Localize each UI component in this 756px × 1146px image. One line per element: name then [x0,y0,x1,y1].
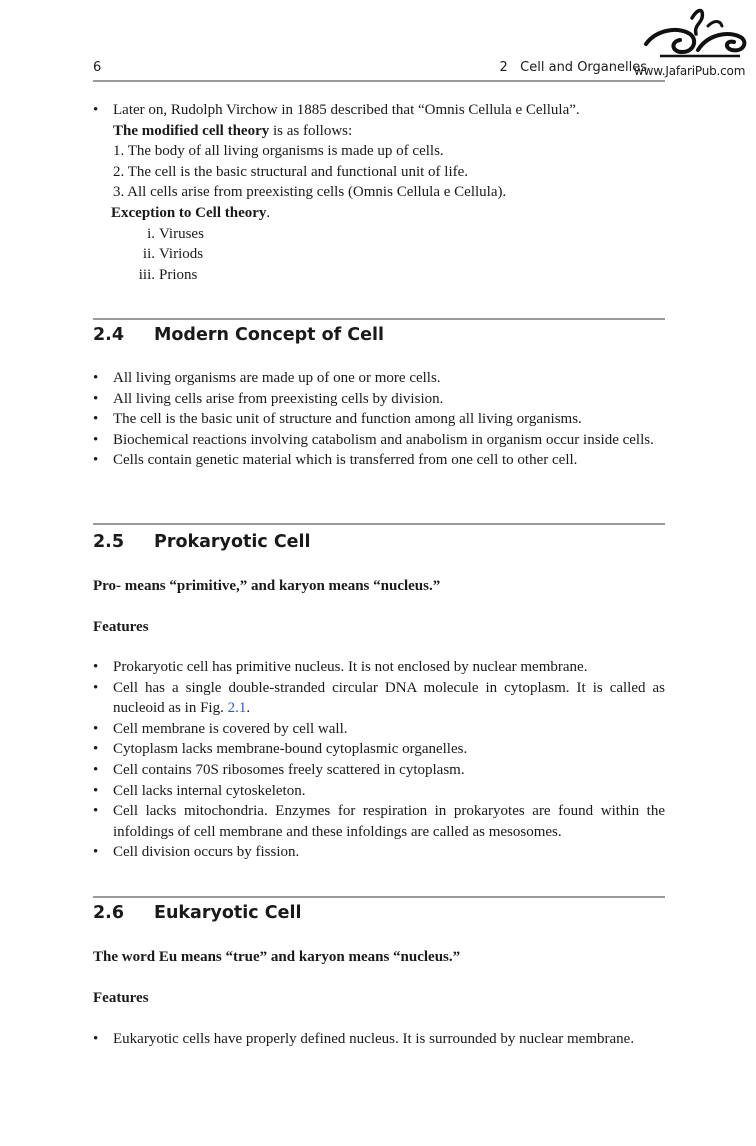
list-item: • Prokaryotic cell has primitive nucleus. It is not enclosed by nuclear membrane. [93,657,665,678]
list-item [93,678,665,719]
features-label: Features [93,619,149,635]
list-item: 3. All cells arise from preexisting cells (Omnis Cellula e Cellula). [113,184,507,201]
list-item: • Cell lacks mitochondria. Enzymes for respiration in prokaryotes are found within the infoldings of cell membrane and these infoldings are called as mesosomes. [93,801,665,842]
list-item: • All living cells arise from preexisting cells by division. [93,389,665,410]
list-item: • Eukaryotic cells have properly defined nucleus. It is surrounded by nuclear membrane. [93,1029,665,1050]
modified-theory-label: The modified cell theory [113,122,270,139]
section-2-4-body [93,368,665,471]
page-number: 6 [93,60,102,75]
section-2-5-body [93,657,665,863]
list-item: • All living organisms are made up of one or more cells. [93,368,665,389]
list-item: • Cell division occurs by fission. [93,842,665,863]
list-item [113,224,665,245]
exception-suffix: . [266,204,271,221]
section-title: Eukaryotic Cell [154,903,302,923]
exception-label: Exception to Cell theory [111,204,267,221]
section-divider [93,896,665,898]
section-2-6-body [93,1029,665,1050]
eukaryote-definition: The word Eu means “true” and karyon means “nucleus.” [93,949,461,965]
list-item: • Cell lacks internal cytoskeleton. [93,781,665,802]
roman-numeral: iii. [138,266,155,283]
section-heading-2-5 [93,532,311,552]
intro-block [93,100,665,285]
list-item: • Cytoplasm lacks membrane-bound cytoplasmic organelles. [93,739,665,760]
section-divider [93,523,665,525]
watermark-url: www.JafariPub.com [634,64,746,78]
section-title: Modern Concept of Cell [154,325,385,345]
list-item [113,265,665,286]
nucleoid-text: Cell has a single double-stranded circular DNA molecule in cytoplasm. It is called as nucleoid as in Fig. [113,679,665,717]
section-heading-2-6 [93,903,301,923]
features-label: Features [93,990,149,1006]
roman-numeral: ii. [142,246,155,263]
list-item: • Biochemical reactions involving catabolism and anabolism in organism occur inside cells. [93,430,665,451]
section-divider [93,318,665,320]
list-item: 2. The cell is the basic structural and functional unit of life. [113,163,469,180]
modified-theory-suffix: is as follows: [269,122,353,139]
exception-text: Viruses [159,225,204,242]
exception-list [113,224,665,286]
section-heading-2-4 [93,325,384,345]
running-head: 2 Cell and Organelles [499,60,647,75]
page-header [93,58,665,82]
section-number: 2.5 [93,532,125,552]
exception-text: Viriods [159,246,204,263]
exception-text: Prions [159,266,198,283]
publisher-logo [630,4,755,82]
list-item: • Cells contain genetic material which is transferred from one cell to other cell. [93,450,665,471]
nucleoid-end: . [246,700,251,717]
jafaripub-logo-icon [638,4,750,62]
roman-numeral: i. [147,225,155,242]
intro-bullet-text: Later on, Rudolph Virchow in 1885 described that “Omnis Cellula e Cellula”. [113,102,580,118]
modified-theory-list [113,141,665,203]
section-number: 2.4 [93,325,125,345]
list-item: 1. The body of all living organisms is made up of cells. [113,143,444,160]
list-item: • The cell is the basic unit of structure and function among all living organisms. [93,409,665,430]
prokaryote-definition: Pro- means “primitive,” and karyon means “nucleus.” [93,578,441,594]
list-item: • Cell contains 70S ribosomes freely scattered in cytoplasm. [93,760,665,781]
figure-link[interactable]: 2.1 [227,700,247,717]
list-item: • Cell membrane is covered by cell wall. [93,719,665,740]
section-number: 2.6 [93,903,125,923]
list-item [93,100,665,285]
section-title: Prokaryotic Cell [154,532,311,552]
list-item [113,244,665,265]
